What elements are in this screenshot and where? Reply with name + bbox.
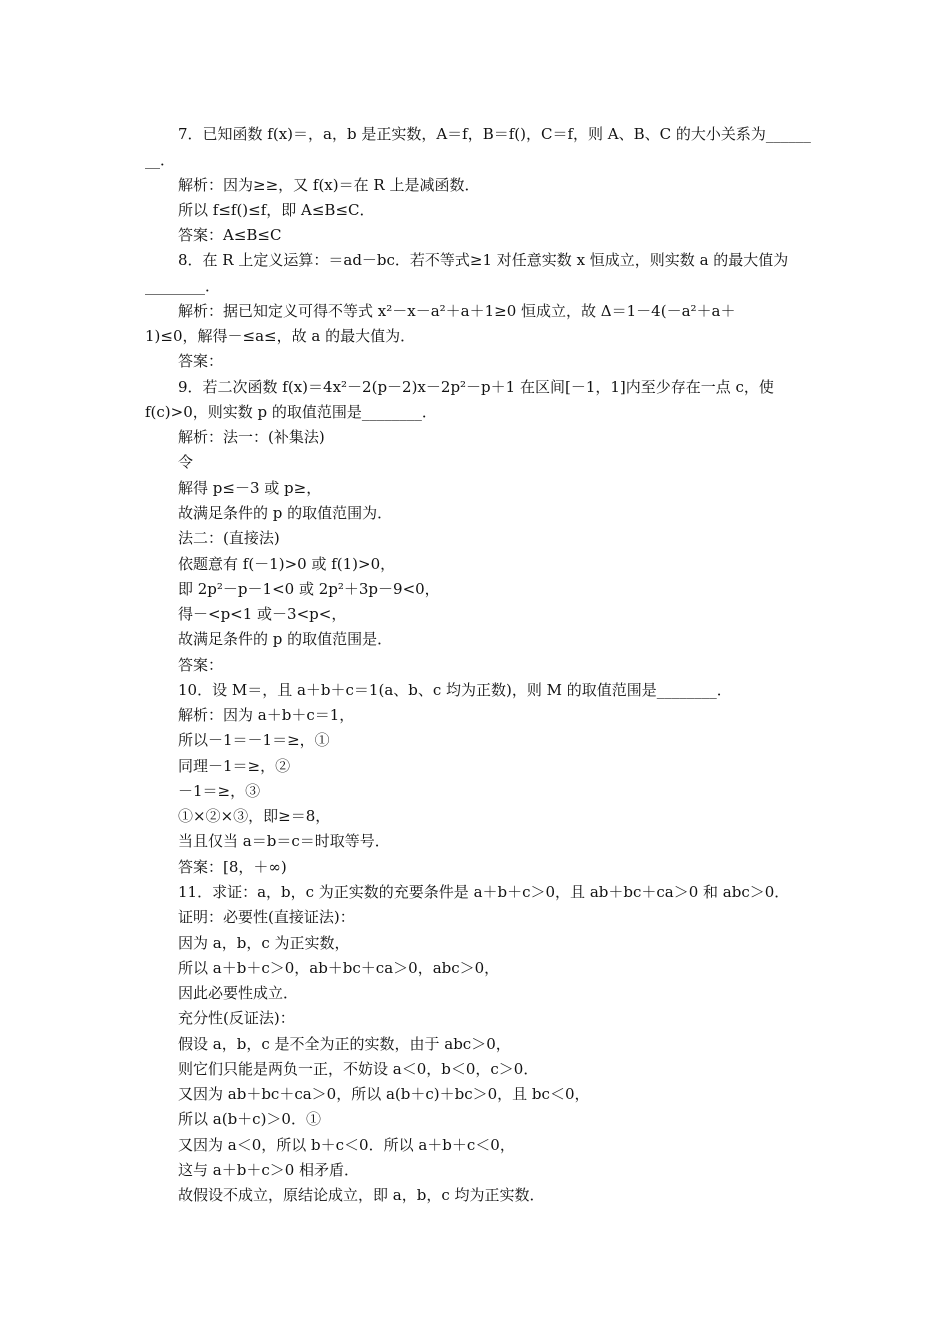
problem-8-answer: 答案：	[178, 352, 224, 370]
problem-9-analysis-line: 故满足条件的 p 的取值范围是．	[178, 630, 393, 648]
problem-10-analysis-line: ①×②×③，即≥＝8，	[178, 807, 331, 825]
problem-10-statement: 10．设 M＝，且 a＋b＋c＝1(a、b、c 均为正数)，则 M 的取值范围是________．	[178, 681, 732, 699]
problem-9-analysis-line: 故满足条件的 p 的取值范围为．	[178, 504, 393, 522]
problem-8-statement: 8．在 R 上定义运算：＝ad－bc．若不等式≥1 对任意实数 x 恒成立，则实数 a 的最大值为	[178, 251, 789, 269]
problem-9-statement: 9．若二次函数 f(x)＝4x²－2(p－2)x－2p²－p＋1 在区间[－1，1]内至少存在一点 c，使	[178, 378, 774, 396]
problem-8-blank-continuation: ________．	[145, 277, 221, 295]
problem-11-proof-line: 又因为 a＜0，所以 b＋c＜0．所以 a＋b＋c＜0，	[178, 1136, 515, 1154]
problem-11-proof-line: 则它们只能是两负一正，不妨设 a＜0，b＜0，c＞0．	[178, 1060, 539, 1078]
problem-11-proof-line: 所以 a＋b＋c＞0，ab＋bc＋ca＞0，abc＞0，	[178, 959, 500, 977]
problem-9-answer: 答案：	[178, 656, 224, 674]
problem-9-analysis-line: 得－<p<1 或－3<p<，	[178, 605, 347, 623]
problem-11-proof-line: 因为 a，b，c 为正实数，	[178, 934, 350, 952]
problem-7-answer: 答案：A≤B≤C	[178, 226, 282, 244]
problem-11-proof-line: 假设 a，b，c 是不全为正的实数，由于 abc＞0，	[178, 1035, 511, 1053]
problem-10-answer: 答案：[8，＋∞)	[178, 858, 287, 876]
problem-9-analysis-line: 依题意有 f(－1)>0 或 f(1)>0，	[178, 555, 396, 573]
problem-10-analysis-line: 所以－1＝－1＝≥，①	[178, 731, 330, 749]
problem-8-analysis-continuation: 1)≤0，解得－≤a≤，故 a 的最大值为．	[145, 327, 416, 345]
problem-9-statement-continuation: f(c)>0，则实数 p 的取值范围是________．	[145, 403, 437, 421]
problem-9-analysis-line: 即 2p²－p－1<0 或 2p²＋3p－9<0，	[178, 580, 440, 598]
problem-7-statement: 7．已知函数 f(x)＝，a，b 是正实数，A＝f，B＝f()，C＝f，则 A、B、C 的大小关系为______	[178, 125, 811, 143]
problem-8-analysis: 解析：据已知定义可得不等式 x²－x－a²＋a＋1≥0 恒成立，故 Δ＝1－4(－a²＋a＋	[178, 302, 736, 320]
problem-7-analysis-line: 所以 f≤f()≤f，即 A≤B≤C．	[178, 201, 375, 219]
problem-7-blank-continuation: __．	[145, 151, 176, 169]
problem-11-proof-necessity: 证明：必要性(直接证法)：	[178, 908, 355, 926]
problem-11-proof-conclusion: 故假设不成立，原结论成立，即 a，b，c 均为正实数．	[178, 1186, 545, 1204]
problem-11-proof-line: 这与 a＋b＋c＞0 相矛盾．	[178, 1161, 360, 1179]
problem-11-proof-sufficiency: 充分性(反证法)：	[178, 1009, 295, 1027]
problem-9-analysis-method-2: 法二：(直接法)	[178, 529, 280, 547]
problem-7-analysis: 解析：因为≥≥，又 f(x)＝在 R 上是减函数．	[178, 176, 480, 194]
problem-9-analysis-line: 令	[178, 453, 194, 471]
problem-11-statement: 11．求证：a，b，c 为正实数的充要条件是 a＋b＋c＞0，且 ab＋bc＋ca＞0 和 abc＞0．	[178, 883, 790, 901]
problem-9-analysis-line: 解得 p≤－3 或 p≥，	[178, 479, 322, 497]
problem-10-analysis-line: 同理－1＝≥，②	[178, 757, 291, 775]
problem-11-proof-line: 所以 a(b＋c)＞0．①	[178, 1110, 321, 1128]
problem-10-analysis: 解析：因为 a＋b＋c＝1，	[178, 706, 355, 724]
problem-10-analysis-line: 当且仅当 a＝b＝c＝时取等号．	[178, 832, 390, 850]
problem-9-analysis-method-1: 解析：法一：(补集法)	[178, 428, 325, 446]
problem-11-proof-line: 又因为 ab＋bc＋ca＞0，所以 a(b＋c)＋bc＞0，且 bc＜0，	[178, 1085, 590, 1103]
problem-11-proof-line: 因此必要性成立．	[178, 984, 299, 1002]
problem-10-analysis-line: －1＝≥，③	[178, 782, 261, 800]
